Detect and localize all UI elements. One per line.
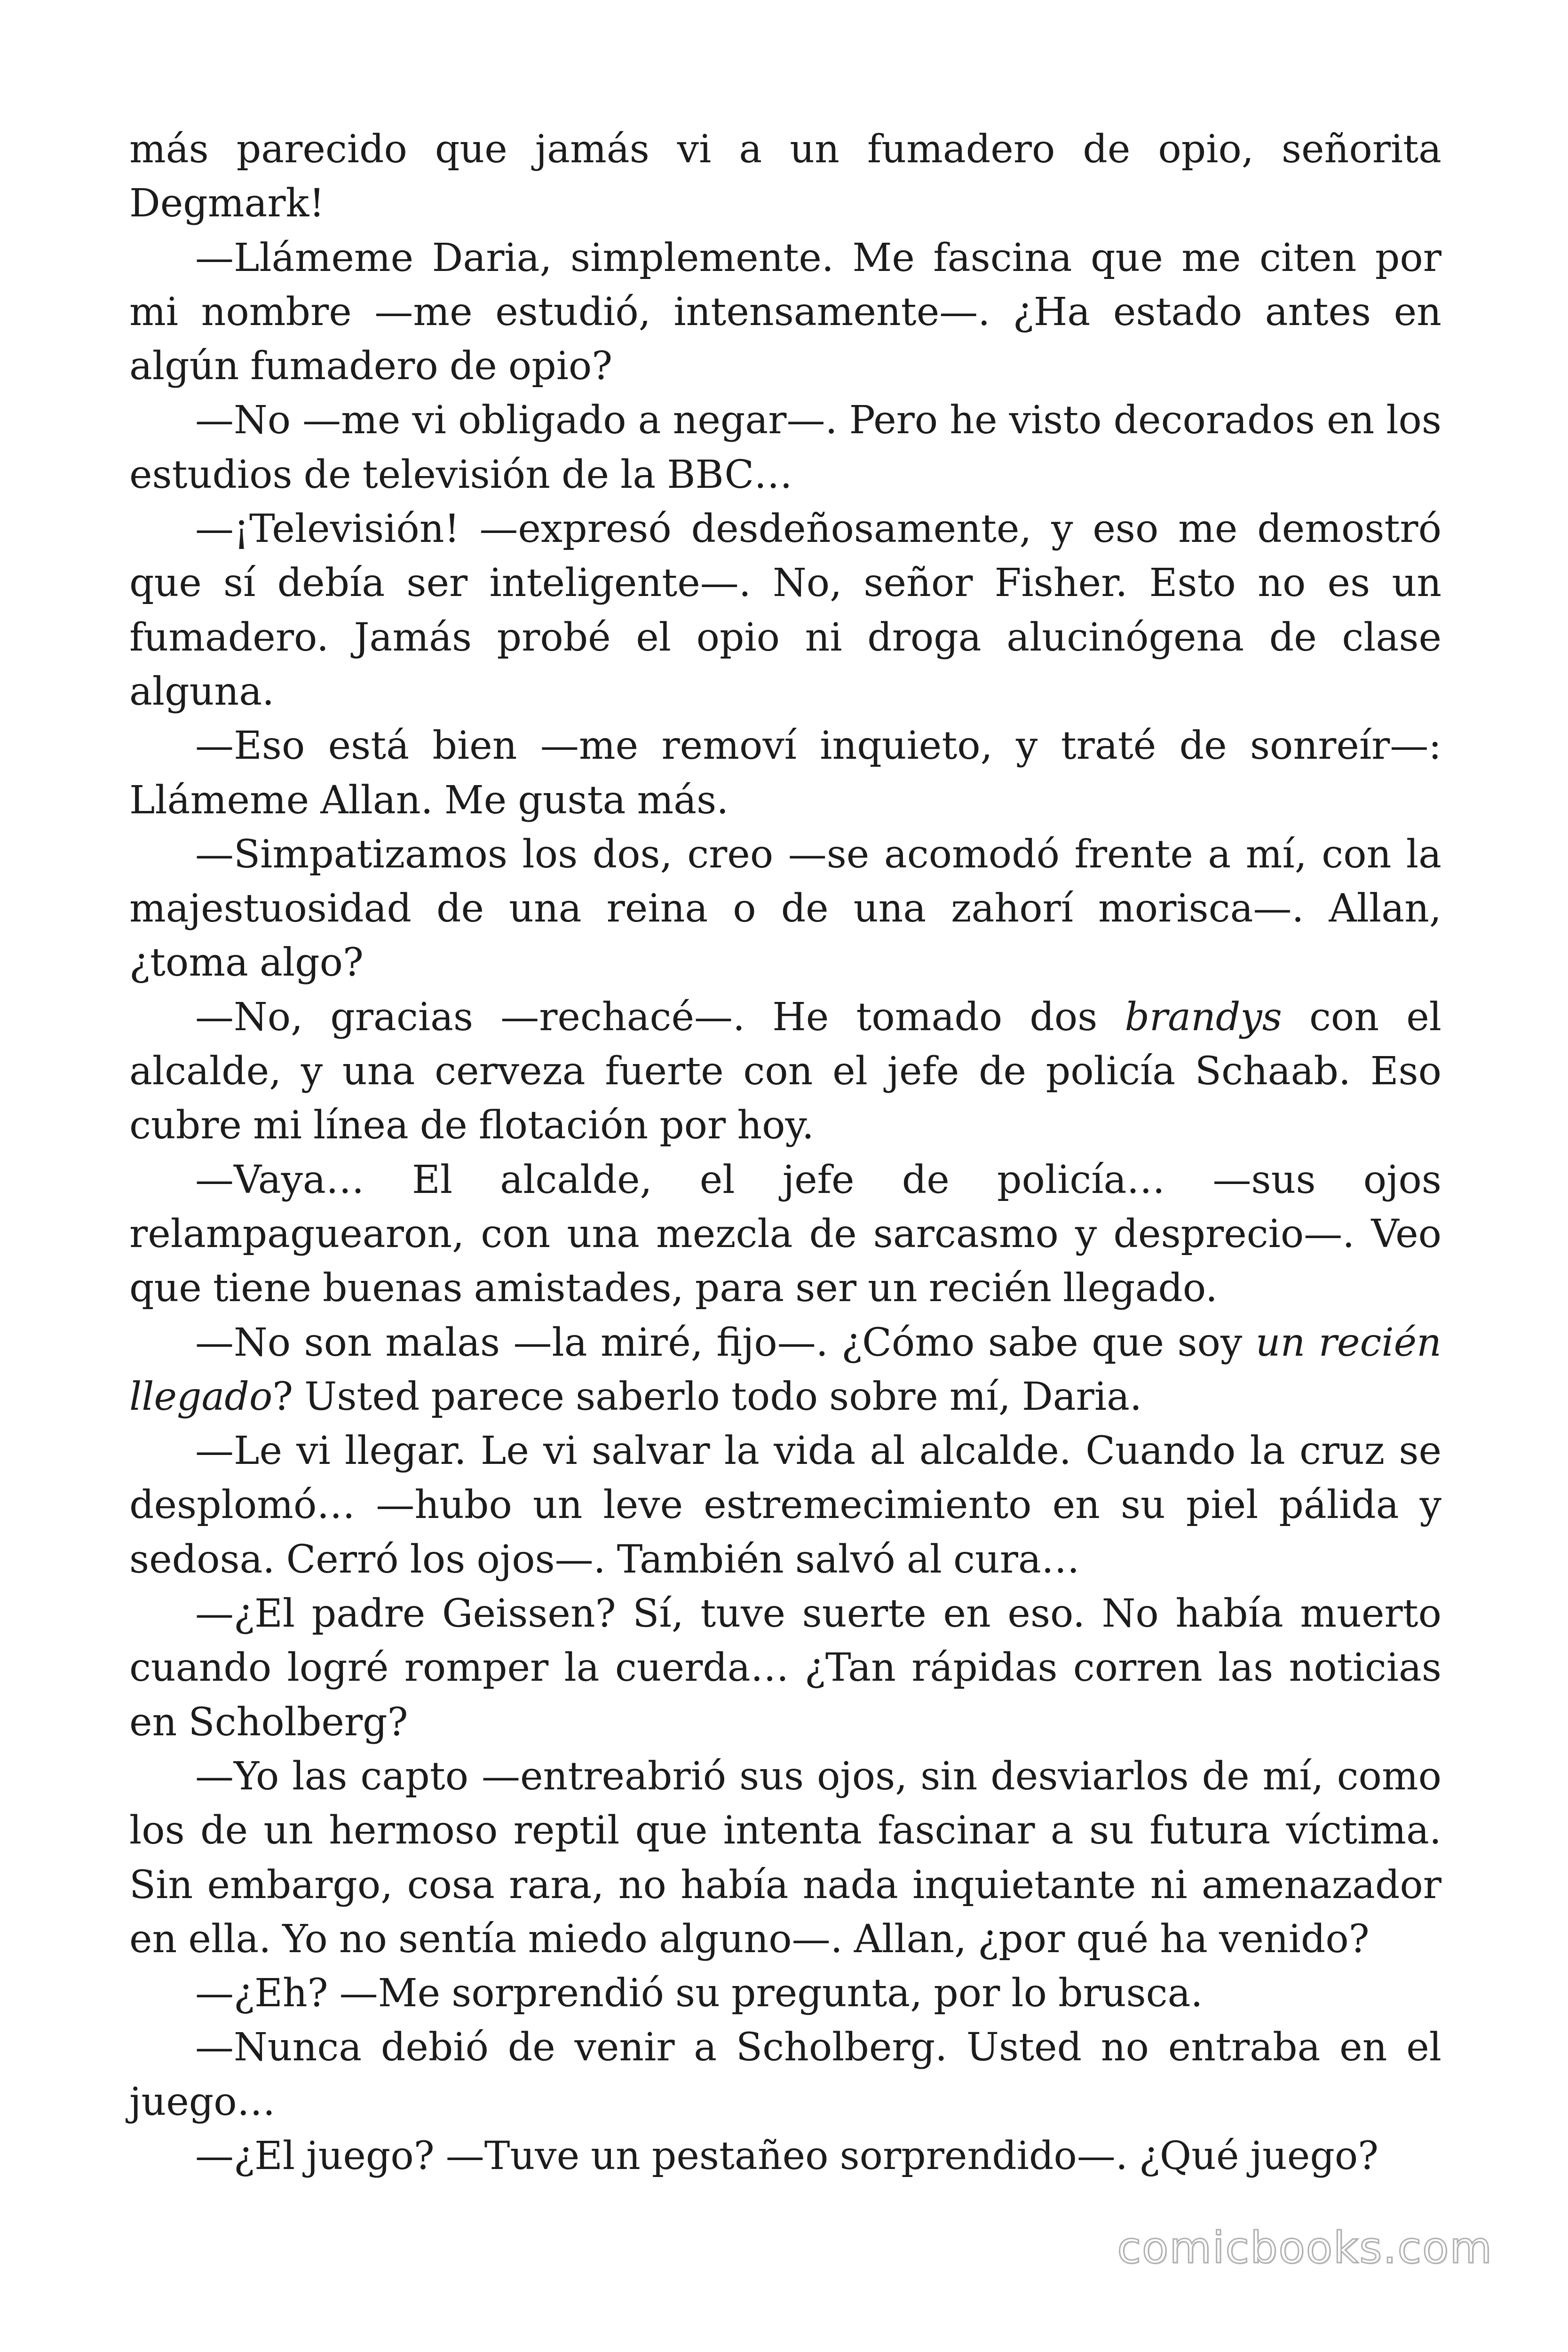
text-run: —Yo las capto —entreabrió sus ojos, sin desviarlos de mí, como los de un hermoso reptil que intenta fascinar a su futura víctima. Sin embargo, cosa rara, no había nada inquietante ni amenazador en ella. Yo no sentía miedo alguno—. Allan, ¿por qué ha venido? [129, 1754, 1441, 1962]
paragraph [129, 1966, 1441, 2020]
text-run: —Nunca debió de venir a Scholberg. Usted no entraba en el juego… [129, 2025, 1441, 2124]
paragraph [129, 990, 1441, 1153]
page-text [129, 122, 1441, 2183]
text-run: —Le vi llegar. Le vi salvar la vida al alcalde. Cuando la cruz se desplomó… —hubo un leve estremecimiento en su piel pálida y sedosa. Cerró los ojos—. También salvó al cura… [129, 1429, 1441, 1582]
paragraph [129, 1587, 1441, 1749]
text-run: —¿Eh? —Me sorprendió su pregunta, por lo brusca. [195, 1971, 1203, 2016]
text-run: —No, gracias —rechacé—. He tomado dos [195, 994, 1125, 1040]
text-run: —No son malas —la miré, fijo—. ¿Cómo sabe que soy [195, 1320, 1256, 1365]
text-run: —Vaya… El alcalde, el jefe de policía… —sus ojos relampaguearon, con una mezcla de sarcasmo y desprecio—. Veo que tiene buenas amistades, para ser un recién llegado. [129, 1157, 1441, 1311]
text-run: —Simpatizamos los dos, creo —se acomodó frente a mí, con la majestuosidad de una reina o de una zahorí morisca—. Allan, ¿toma algo? [129, 832, 1441, 985]
paragraph [129, 1749, 1441, 1966]
italic-text: un recién llegado [129, 1320, 1441, 1419]
paragraph [129, 393, 1441, 502]
paragraph [129, 827, 1441, 990]
text-run: —Eso está bien —me removí inquieto, y traté de sonreír—: Llámeme Allan. Me gusta más. [129, 723, 1441, 823]
watermark: comicbooks.com [1117, 2223, 1493, 2273]
paragraph [129, 1424, 1441, 1587]
paragraph [129, 502, 1441, 719]
paragraph [129, 2020, 1441, 2129]
text-run: —No —me vi obligado a negar—. Pero he visto decorados en los estudios de televisión de la BBC… [129, 398, 1441, 497]
text-run: —¿El juego? —Tuve un pestañeo sorprendido—. ¿Qué juego? [195, 2133, 1379, 2178]
text-run: con el alcalde, y una cerveza fuerte con el jefe de policía Schaab. Eso cubre mi línea de flotación por hoy. [129, 994, 1441, 1148]
paragraph [129, 1153, 1441, 1316]
paragraph [129, 2129, 1441, 2183]
paragraph [129, 231, 1441, 394]
text-run: más parecido que jamás vi a un fumadero de opio, señorita Degmark! [129, 127, 1441, 226]
paragraph [129, 719, 1441, 827]
paragraph [129, 1316, 1441, 1424]
text-run: —¿El padre Geissen? Sí, tuve suerte en eso. No había muerto cuando logré romper la cuerda… ¿Tan rápidas corren las noticias en Scholberg? [129, 1591, 1441, 1745]
text-run: ? Usted parece saberlo todo sobre mí, Daria. [272, 1374, 1142, 1419]
italic-text: brandys [1125, 994, 1282, 1040]
paragraph [129, 122, 1441, 231]
text-run: —¡Televisión! —expresó desdeñosamente, y eso me demostró que sí debía ser inteligente—. No, señor Fisher. Esto no es un fumadero. Jamás probé el opio ni droga alucinógena de clase alguna. [129, 507, 1441, 714]
text-run: —Llámeme Daria, simplemente. Me fascina que me citen por mi nombre —me estudió, intensamente—. ¿Ha estado antes en algún fumadero de opio? [129, 235, 1441, 389]
